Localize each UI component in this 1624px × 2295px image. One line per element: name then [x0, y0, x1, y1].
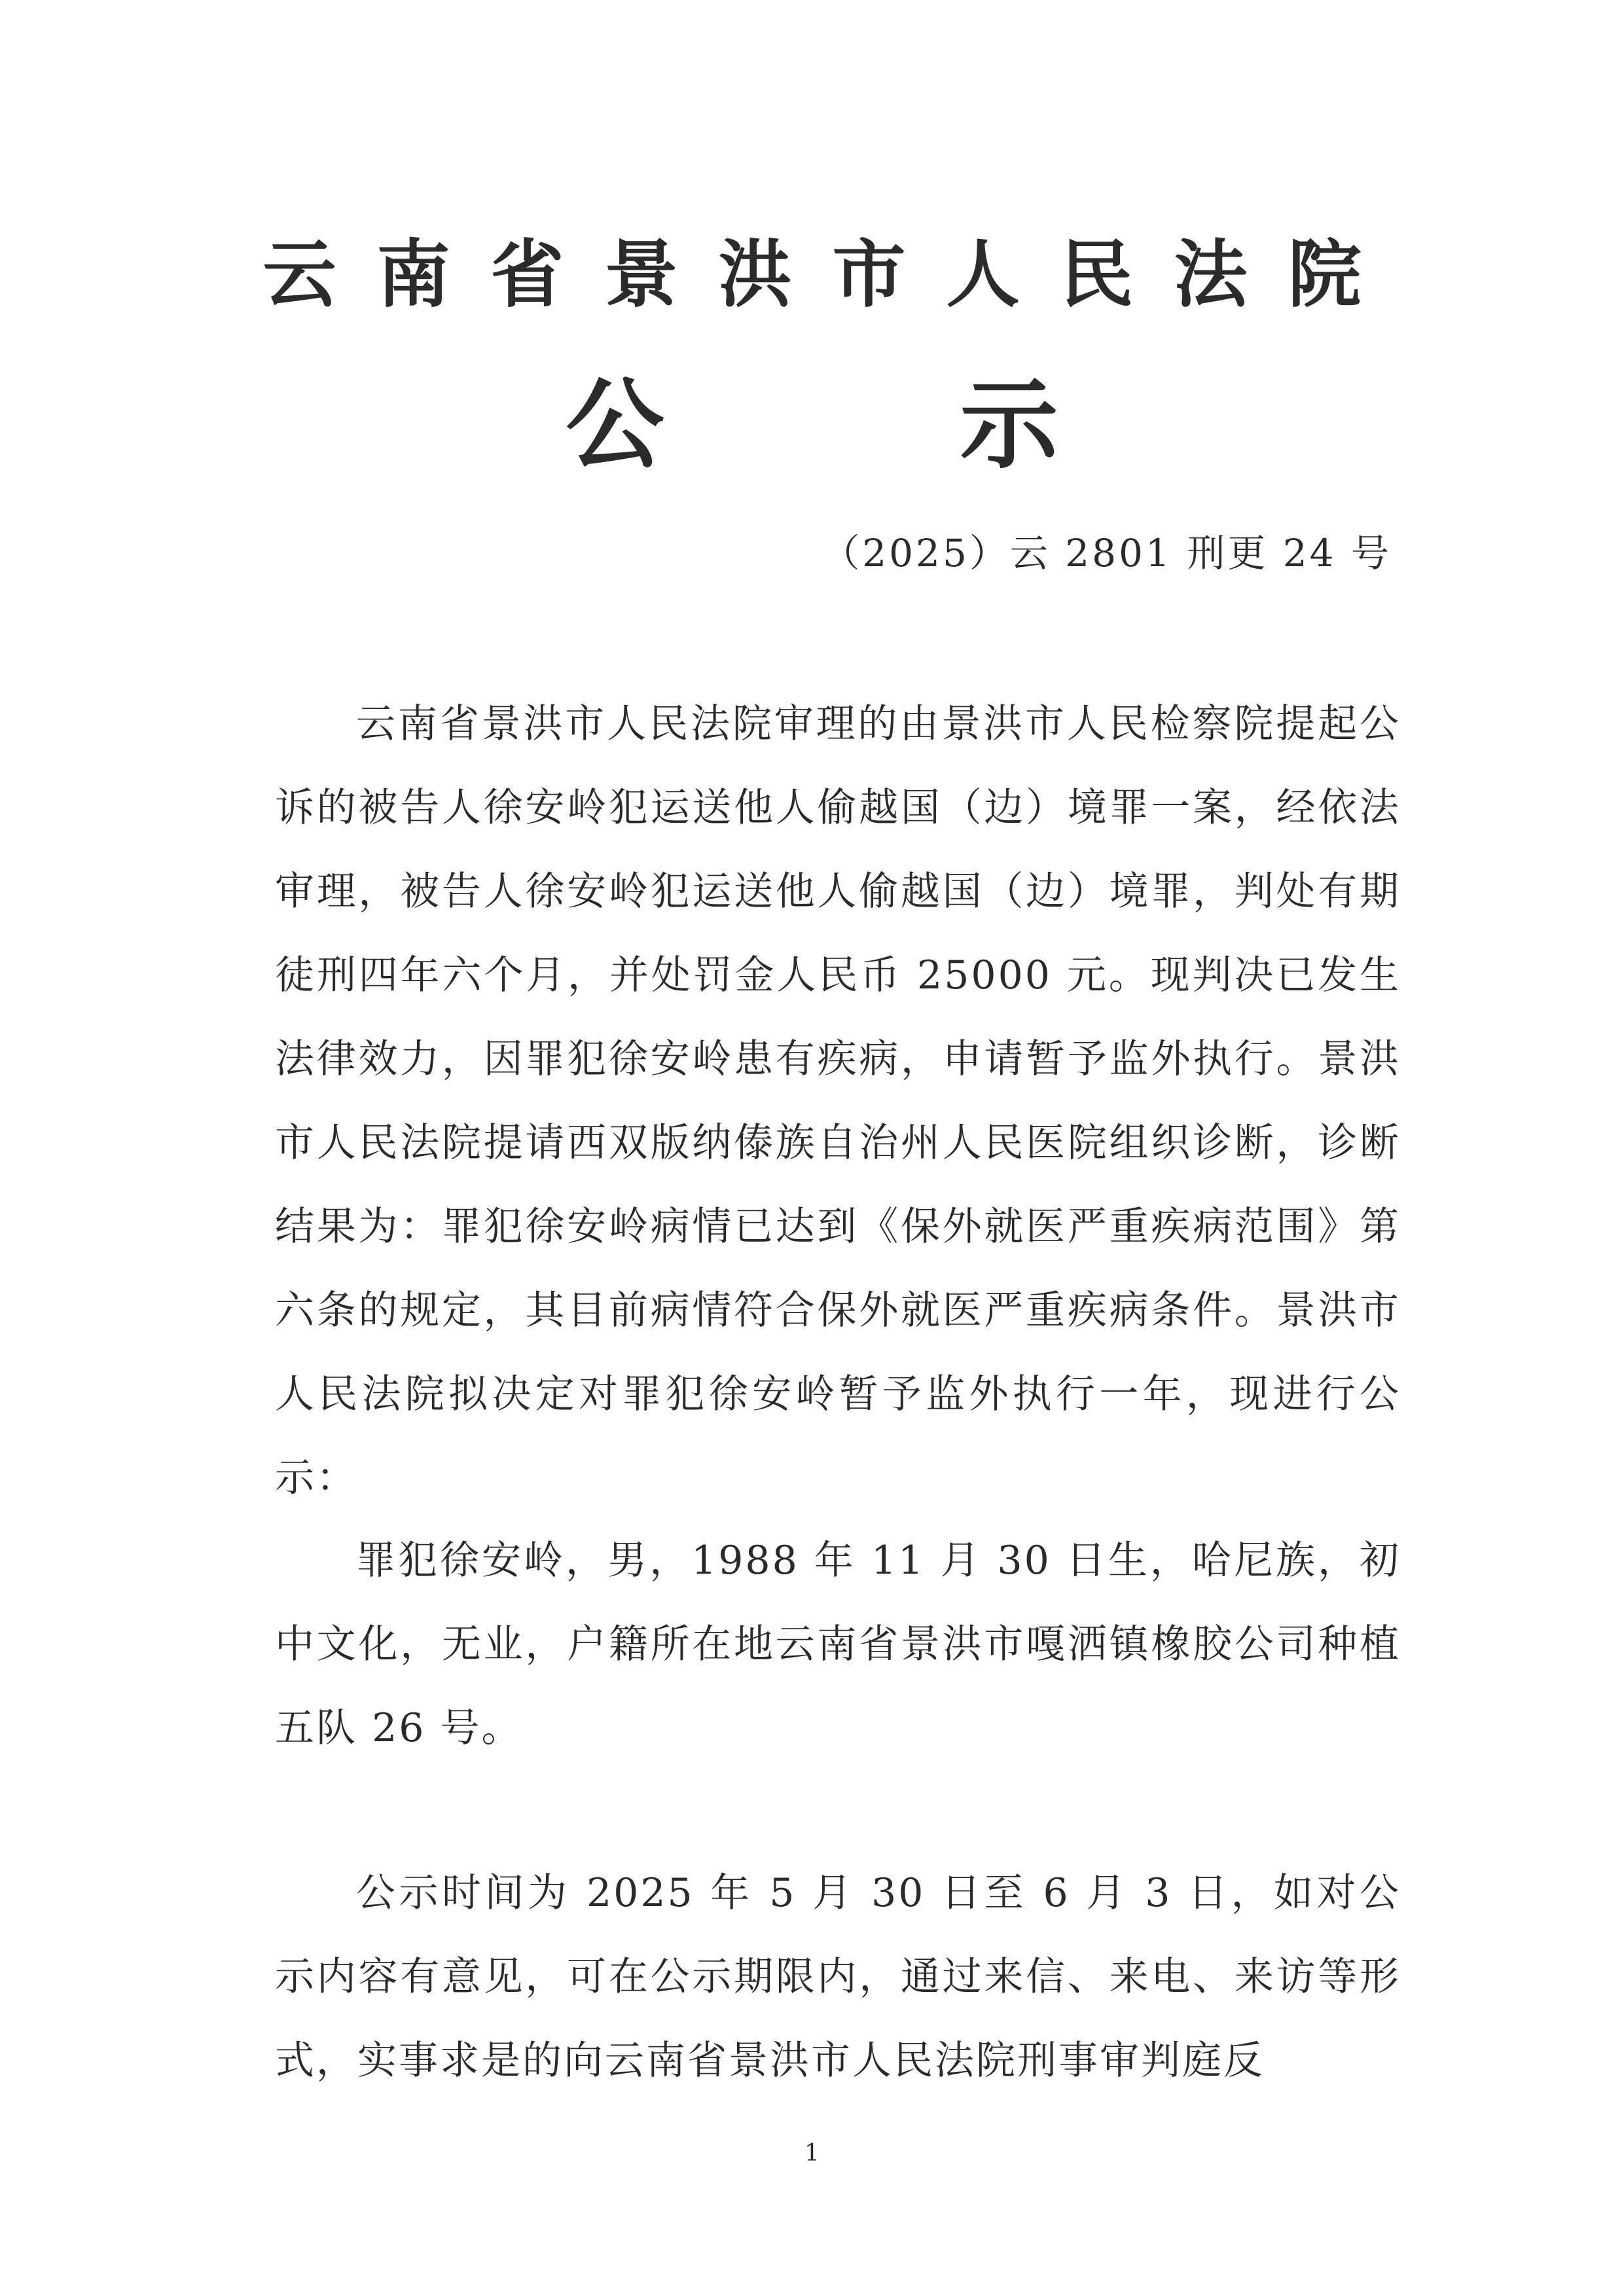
- paragraph-case-summary: 云南省景洪市人民法院审理的由景洪市人民检察院提起公诉的被告人徐安岭犯运送他人偷越国（边）境罪一案，经依法审理，被告人徐安岭犯运送他人偷越国（边）境罪，判处有期徒刑四年六个月，并处罚金人民币 25000 元。现判决已发生法律效力，因罪犯徐安岭患有疾病，申请暂予监外执行。景洪市人民法院提请西双版纳傣族自治州人民医院组织诊断，诊断结果为：罪犯徐安岭病情已达到《保外就医严重疾病范围》第六条的规定，其目前病情符合保外就医严重疾病条件。景洪市人民法院拟决定对罪犯徐安岭暂予监外执行一年，现进行公示：: [275, 701, 1401, 1501]
- paragraph-offender-info: 罪犯徐安岭，男，1988 年 11 月 30 日生，哈尼族，初中文化，无业，户籍所在地云南省景洪市嘎洒镇橡胶公司种植五队 26 号。: [275, 1538, 1401, 1751]
- paragraph-notice-period: 公示时间为 2025 年 5 月 30 日至 6 月 3 日，如对公示内容有意见，可在公示期限内，通过来信、来电、来访等形式，实事求是的向云南省景洪市人民法院刑事审判庭反: [275, 1870, 1401, 2084]
- page-number: 1: [804, 2140, 820, 2167]
- case-number: （2025）云 2801 刑更 24 号: [821, 531, 1392, 575]
- court-name-heading: 云南省景洪市人民法院: [262, 232, 1402, 317]
- notice-title: 公 示: [566, 369, 1189, 482]
